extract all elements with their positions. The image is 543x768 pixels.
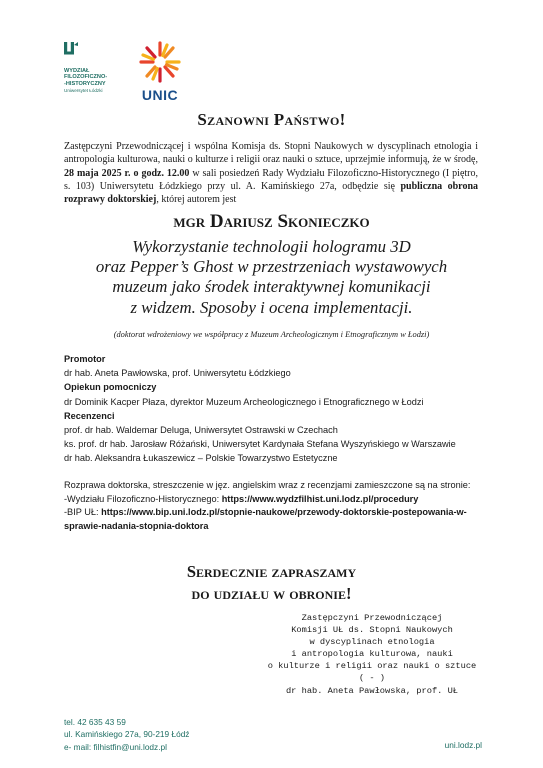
reviewer-2: ks. prof. dr hab. Jarosław Różański, Uniwersytet Kardynała Stefana Wyszyńskiego w Warszawie — [64, 439, 456, 450]
unic-wordmark: UNIC — [141, 87, 179, 103]
author-name: mgr Dariusz Skonieczko — [173, 211, 370, 232]
documents-links — [64, 479, 484, 533]
invitation-heading: Serdecznie zapraszamy do udziału w obronie! — [186, 562, 357, 603]
footer-address: ul. Kamińskiego 27a, 90-219 Łódź — [64, 729, 190, 740]
signature-block: Zastępczyni Przewodniczącej Komisji UŁ ds. Stopni Naukowych w dyscyplinach etnologia i antropologia kulturowa, nauki o kulturze i religii oraz nauki o sztuce ( - ) dr hab. Aneta Pawłowska, prof. UŁ — [267, 613, 477, 696]
footer-email[interactable]: e- mail: filhistfin@uni.lodz.pl — [64, 741, 167, 752]
recenzenci-heading: Recenzenci — [64, 410, 115, 421]
bip-link[interactable]: https://www.bip.uni.lodz.pl/stopnie-naukowe/przewody-doktorskie-postepowania-w-sprawie-nadania-stopnia-doktora — [64, 507, 467, 531]
defense-date: 28 maja 2025 r. o godz. 12.00 — [64, 167, 190, 179]
event-type: publiczna obrona rozprawy doktorskiej — [64, 180, 479, 206]
greeting-heading: Szanowni Państwo! — [197, 110, 346, 129]
thesis-title: Wykorzystanie technologii hologramu 3D oraz Pepper’s Ghost w przestrzeniach wystawowych muzeum jako środek interaktywnej komunikacji z widzem. Sposoby i ocena implementacji. — [95, 237, 448, 317]
footer-contact — [64, 716, 189, 753]
footer-website[interactable]: uni.lodz.pl — [444, 740, 482, 750]
bip-link-line: -BIP UŁ: https://www.bip.uni.lodz.pl/stopnie-naukowe/przewody-doktorskie-postepowania-w-sprawie-nadania-stopnia-doktora — [64, 507, 467, 531]
university-name: Uniwersytet Łódzki — [64, 88, 103, 94]
promotor-heading: Promotor — [64, 354, 106, 364]
reviewer-3: dr hab. Aleksandra Łukaszewicz – Polskie Towarzystwo Estetyczne — [64, 453, 338, 464]
reviewer-1: prof. dr hab. Waldemar Deluga, Uniwersytet Ostrawski w Czechach — [64, 425, 338, 436]
promotor-name: dr hab. Aneta Pawłowska, prof. Uniwersytetu Łódzkiego — [64, 368, 291, 379]
intro-paragraph: Zastępczyni Przewodniczącej i wspólna Komisja ds. Stopni Naukowych w dyscyplinach etnologia i antropologia kulturowa, nauki o kulturze i religii oraz nauki o sztuce, uprzejmie informują, że w środę, 28 maja 2025 r. o godz. 12.00 w sali posiedzeń Rady Wydziału Filozoficzno-Historycznego (I piętro, s. 103) Uniwersytetu Łódzkiego przy ul. A. Kamińskiego 27a, odbędzie się publiczna obrona rozprawy doktorskiej, której autorem jest — [64, 141, 479, 206]
documents-intro: Rozprawa doktorska, streszczenie w jęz. angielskim wraz z recenzjami zamieszczone są na stronie: — [64, 480, 471, 490]
unic-logo — [138, 40, 182, 102]
unic-starburst-icon — [138, 40, 182, 84]
faculty-logo-icon — [64, 42, 78, 60]
header-logos — [64, 40, 224, 104]
opiekun-name: dr Dominik Kacper Płaza, dyrektor Muzeum Archeologicznego i Etnograficznego w Łodzi — [64, 396, 424, 407]
faculty-link[interactable]: https://www.wydzfilhist.uni.lodz.pl/procedury — [221, 493, 419, 504]
committee-list — [64, 352, 484, 466]
faculty-name: WYDZIAŁ FILOZOFICZNO- -HISTORYCZNY — [64, 68, 108, 87]
faculty-logo — [64, 42, 124, 93]
faculty-link-line: -Wydziału Filozoficzno-Historycznego: https://www.wydzfilhist.uni.lodz.pl/procedury — [64, 493, 419, 504]
footer-phone: tel. 42 635 43 59 — [64, 717, 126, 727]
opiekun-heading: Opiekun pomocniczy — [64, 382, 157, 393]
thesis-note: (doktorat wdrożeniowy we współpracy z Muzeum Archeologicznym i Etnograficznym w Łodzi) — [113, 330, 430, 339]
